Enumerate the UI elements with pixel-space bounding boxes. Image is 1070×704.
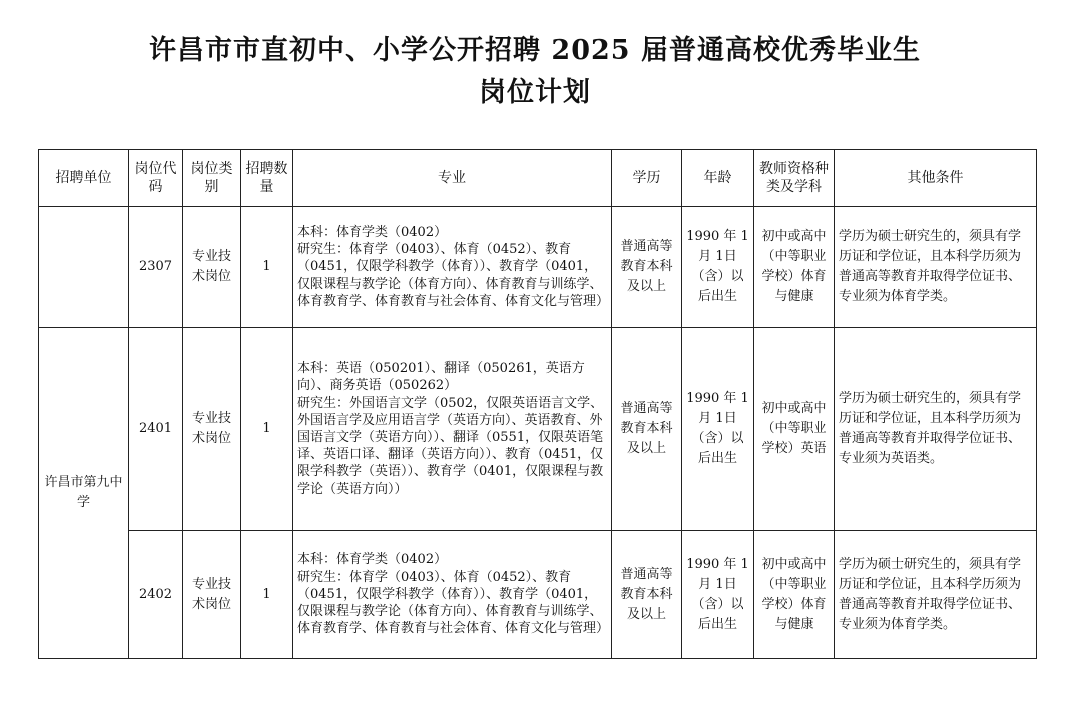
table-row [39, 207, 1037, 328]
header-age: 年龄 [682, 150, 754, 207]
table-row [39, 531, 1037, 659]
cell-type: 专业技术岗位 [183, 328, 241, 531]
cell-unit-merged: 许昌市第九中学 [39, 328, 129, 659]
cell-age: 1990 年 1月 1日（含）以后出生 [682, 328, 754, 531]
cell-count: 1 [241, 207, 293, 328]
cell-type: 专业技术岗位 [183, 207, 241, 328]
cell-code: 2402 [129, 531, 183, 659]
header-unit: 招聘单位 [39, 150, 129, 207]
header-other: 其他条件 [835, 150, 1037, 207]
cell-age: 1990 年 1月 1日（含）以后出生 [682, 207, 754, 328]
document-title-line2: 岗位计划 [479, 77, 591, 108]
cell-count: 1 [241, 328, 293, 531]
cell-major: 本科：英语（050201）、翻译（050261，英语方向）、商务英语（050262） 研究生：外国语言文学（0502，仅限英语语言文学、外国语言学及应用语言学（英语方向）、英语教育、外国语言文学（英语方向））、翻译（0551，仅限英语笔译、英语口译、翻译（英语方向））、教育（0451，仅限学科教学（英语））、教育学（0401，仅限课程与教学论（英语方向）） [293, 328, 612, 531]
cell-code: 2401 [129, 328, 183, 531]
cell-unit [39, 207, 129, 328]
table-header-row [39, 150, 1037, 207]
header-qualification: 教师资格种类及学科 [754, 150, 835, 207]
document-title-line1: 许昌市市直初中、小学公开招聘 2025 届普通高校优秀毕业生 [149, 35, 921, 66]
cell-type: 专业技术岗位 [183, 531, 241, 659]
header-type: 岗位类别 [183, 150, 241, 207]
cell-education: 普通高等教育本科及以上 [612, 328, 682, 531]
cell-major: 本科：体育学类（0402） 研究生：体育学（0403）、体育（0452）、教育（0451，仅限学科教学（体育））、教育学（0401，仅限课程与教学论（体育方向）、体育教育与训练学、体育教育学、体育教育与社会体育、体育文化与管理） [293, 207, 612, 328]
cell-other: 学历为硕士研究生的，须具有学历证和学位证，且本科学历须为普通高等教育并取得学位证书、专业须为体育学类。 [835, 207, 1037, 328]
cell-education: 普通高等教育本科及以上 [612, 207, 682, 328]
header-education: 学历 [612, 150, 682, 207]
cell-age: 1990 年 1月 1日（含）以后出生 [682, 531, 754, 659]
table-row [39, 328, 1037, 531]
cell-count: 1 [241, 531, 293, 659]
job-plan-table [38, 149, 1037, 659]
cell-education: 普通高等教育本科及以上 [612, 531, 682, 659]
cell-qualification: 初中或高中（中等职业学校）体育与健康 [754, 207, 835, 328]
cell-qualification: 初中或高中（中等职业学校）体育与健康 [754, 531, 835, 659]
cell-qualification: 初中或高中（中等职业学校）英语 [754, 328, 835, 531]
cell-code: 2307 [129, 207, 183, 328]
header-code: 岗位代码 [129, 150, 183, 207]
header-major: 专业 [293, 150, 612, 207]
cell-major: 本科：体育学类（0402） 研究生：体育学（0403）、体育（0452）、教育（0451，仅限学科教学（体育））、教育学（0401，仅限课程与教学论（体育方向）、体育教育与训练学、体育教育学、体育教育与社会体育、体育文化与管理） [293, 531, 612, 659]
header-count: 招聘数量 [241, 150, 293, 207]
cell-other: 学历为硕士研究生的，须具有学历证和学位证，且本科学历须为普通高等教育并取得学位证书、专业须为英语类。 [835, 328, 1037, 531]
cell-other: 学历为硕士研究生的，须具有学历证和学位证，且本科学历须为普通高等教育并取得学位证书、专业须为体育学类。 [835, 531, 1037, 659]
